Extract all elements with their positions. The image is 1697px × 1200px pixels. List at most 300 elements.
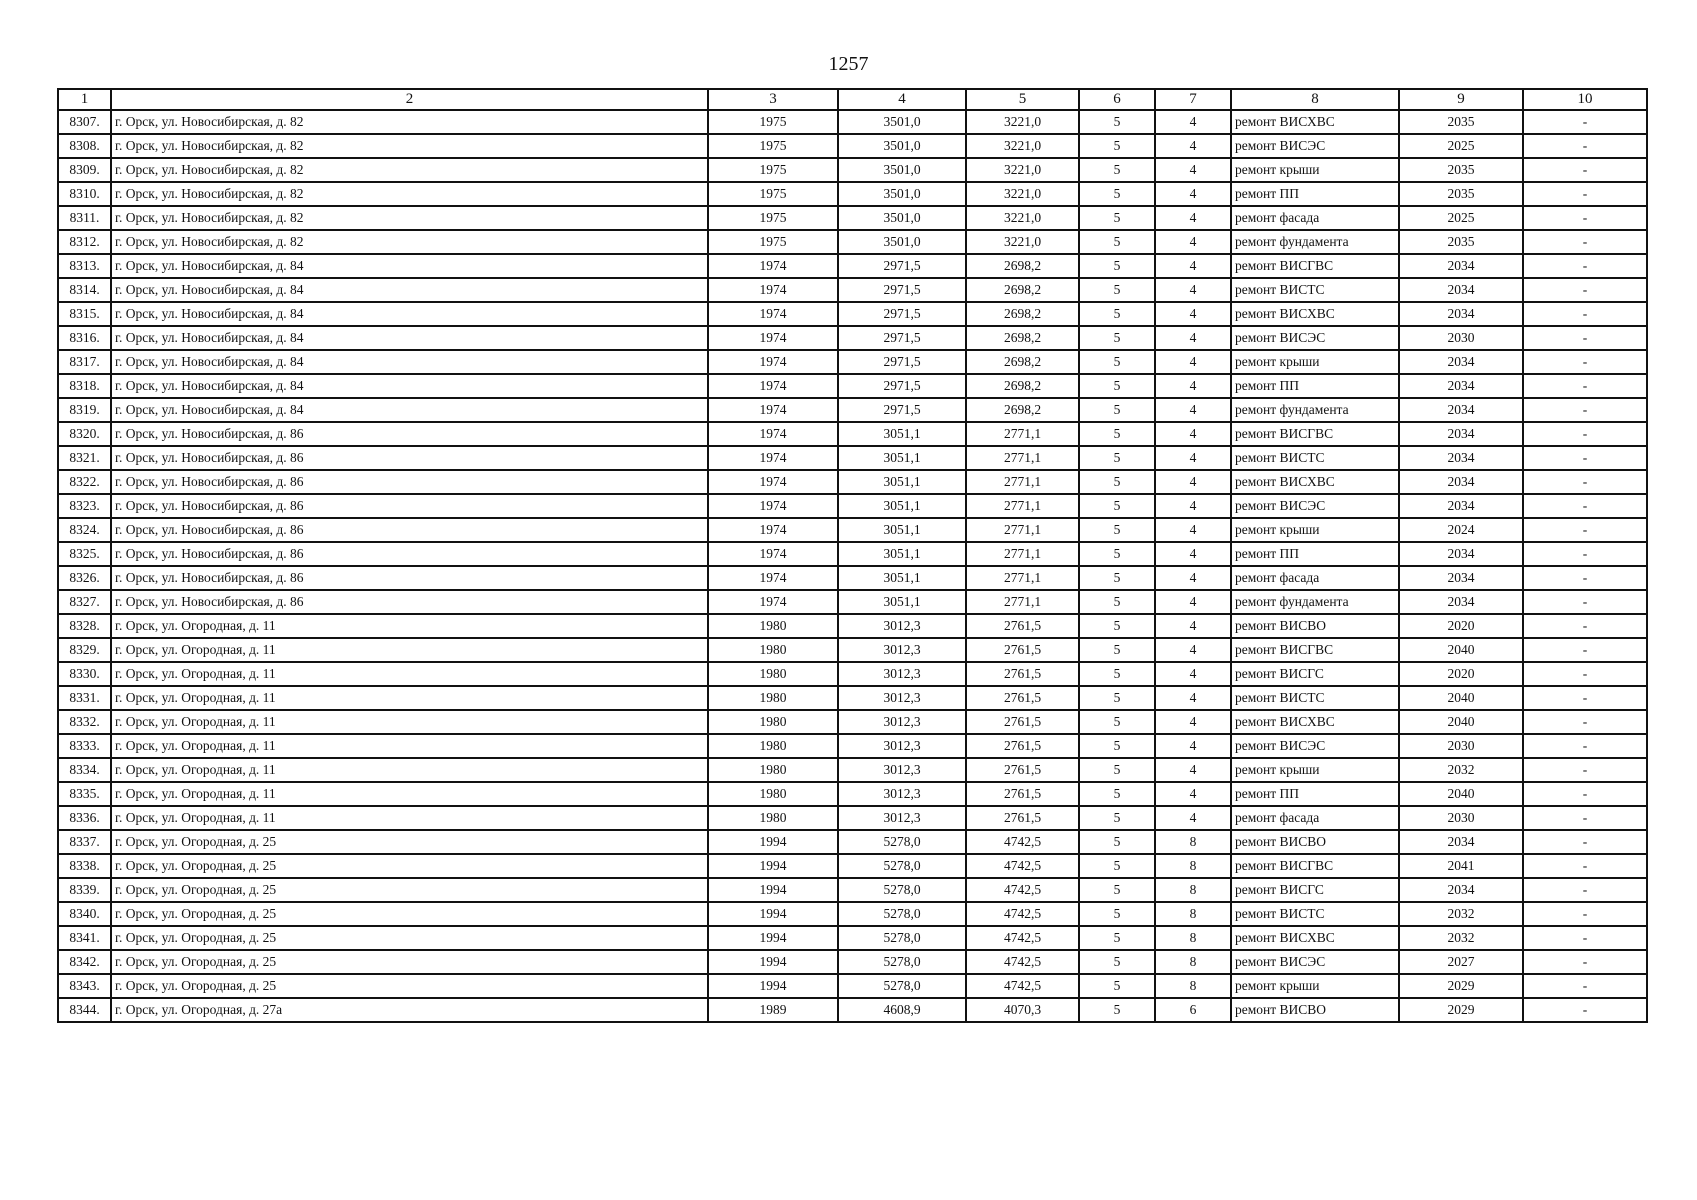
planned-year-cell: 2034 [1399, 398, 1523, 422]
floors-cell: 5 [1079, 350, 1155, 374]
row-number-cell: 8330. [58, 662, 111, 686]
year-built-cell: 1975 [708, 110, 838, 134]
living-area-cell: 2771,1 [966, 446, 1079, 470]
entrances-cell: 4 [1155, 806, 1231, 830]
entrances-cell: 8 [1155, 902, 1231, 926]
row-number-cell: 8318. [58, 374, 111, 398]
total-area-cell: 3051,1 [838, 470, 966, 494]
living-area-cell: 2698,2 [966, 350, 1079, 374]
living-area-cell: 2771,1 [966, 566, 1079, 590]
living-area-cell: 4742,5 [966, 974, 1079, 998]
work-type-cell: ремонт фундамента [1231, 590, 1399, 614]
row-number-cell: 8333. [58, 734, 111, 758]
table-row [58, 110, 1647, 134]
living-area-cell: 2761,5 [966, 614, 1079, 638]
table-row [58, 854, 1647, 878]
note-cell: - [1523, 638, 1647, 662]
year-built-cell: 1974 [708, 446, 838, 470]
column-header-1: 1 [58, 89, 111, 110]
entrances-cell: 4 [1155, 590, 1231, 614]
total-area-cell: 3012,3 [838, 686, 966, 710]
total-area-cell: 5278,0 [838, 974, 966, 998]
work-type-cell: ремонт крыши [1231, 974, 1399, 998]
planned-year-cell: 2029 [1399, 974, 1523, 998]
entrances-cell: 4 [1155, 518, 1231, 542]
planned-year-cell: 2034 [1399, 278, 1523, 302]
work-type-cell: ремонт ВИСХВС [1231, 710, 1399, 734]
work-type-cell: ремонт ПП [1231, 542, 1399, 566]
table-row [58, 878, 1647, 902]
work-type-cell: ремонт ВИСГВС [1231, 854, 1399, 878]
entrances-cell: 4 [1155, 446, 1231, 470]
floors-cell: 5 [1079, 206, 1155, 230]
entrances-cell: 4 [1155, 710, 1231, 734]
planned-year-cell: 2030 [1399, 734, 1523, 758]
table-row [58, 494, 1647, 518]
entrances-cell: 4 [1155, 398, 1231, 422]
year-built-cell: 1994 [708, 878, 838, 902]
planned-year-cell: 2040 [1399, 710, 1523, 734]
row-number-cell: 8335. [58, 782, 111, 806]
living-area-cell: 2761,5 [966, 806, 1079, 830]
planned-year-cell: 2032 [1399, 902, 1523, 926]
note-cell: - [1523, 974, 1647, 998]
floors-cell: 5 [1079, 158, 1155, 182]
floors-cell: 5 [1079, 638, 1155, 662]
planned-year-cell: 2035 [1399, 110, 1523, 134]
year-built-cell: 1994 [708, 830, 838, 854]
note-cell: - [1523, 710, 1647, 734]
note-cell: - [1523, 398, 1647, 422]
floors-cell: 5 [1079, 902, 1155, 926]
entrances-cell: 4 [1155, 302, 1231, 326]
address-cell: г. Орск, ул. Новосибирская, д. 86 [111, 422, 708, 446]
row-number-cell: 8322. [58, 470, 111, 494]
planned-year-cell: 2034 [1399, 566, 1523, 590]
living-area-cell: 4742,5 [966, 854, 1079, 878]
note-cell: - [1523, 878, 1647, 902]
column-header-3: 3 [708, 89, 838, 110]
entrances-cell: 4 [1155, 494, 1231, 518]
total-area-cell: 3501,0 [838, 134, 966, 158]
row-number-cell: 8326. [58, 566, 111, 590]
row-number-cell: 8340. [58, 902, 111, 926]
work-type-cell: ремонт ВИСХВС [1231, 470, 1399, 494]
table-row [58, 638, 1647, 662]
entrances-cell: 8 [1155, 854, 1231, 878]
floors-cell: 5 [1079, 710, 1155, 734]
row-number-cell: 8313. [58, 254, 111, 278]
work-type-cell: ремонт ВИСХВС [1231, 926, 1399, 950]
note-cell: - [1523, 902, 1647, 926]
work-type-cell: ремонт ВИСТС [1231, 278, 1399, 302]
row-number-cell: 8342. [58, 950, 111, 974]
column-header-10: 10 [1523, 89, 1647, 110]
work-type-cell: ремонт ВИСГВС [1231, 254, 1399, 278]
table-row [58, 374, 1647, 398]
total-area-cell: 3051,1 [838, 494, 966, 518]
year-built-cell: 1980 [708, 638, 838, 662]
living-area-cell: 3221,0 [966, 134, 1079, 158]
floors-cell: 5 [1079, 134, 1155, 158]
table-row [58, 134, 1647, 158]
planned-year-cell: 2034 [1399, 254, 1523, 278]
total-area-cell: 3012,3 [838, 734, 966, 758]
entrances-cell: 4 [1155, 278, 1231, 302]
floors-cell: 5 [1079, 302, 1155, 326]
table-row [58, 902, 1647, 926]
note-cell: - [1523, 470, 1647, 494]
note-cell: - [1523, 134, 1647, 158]
table-body [58, 110, 1647, 1022]
work-type-cell: ремонт ВИСТС [1231, 686, 1399, 710]
floors-cell: 5 [1079, 542, 1155, 566]
planned-year-cell: 2032 [1399, 926, 1523, 950]
total-area-cell: 5278,0 [838, 854, 966, 878]
note-cell: - [1523, 158, 1647, 182]
row-number-cell: 8343. [58, 974, 111, 998]
floors-cell: 5 [1079, 230, 1155, 254]
planned-year-cell: 2034 [1399, 350, 1523, 374]
address-cell: г. Орск, ул. Новосибирская, д. 86 [111, 566, 708, 590]
total-area-cell: 3012,3 [838, 614, 966, 638]
entrances-cell: 4 [1155, 206, 1231, 230]
address-cell: г. Орск, ул. Огородная, д. 11 [111, 758, 708, 782]
planned-year-cell: 2034 [1399, 590, 1523, 614]
entrances-cell: 4 [1155, 566, 1231, 590]
floors-cell: 5 [1079, 470, 1155, 494]
table-row [58, 806, 1647, 830]
living-area-cell: 2761,5 [966, 662, 1079, 686]
year-built-cell: 1974 [708, 494, 838, 518]
note-cell: - [1523, 566, 1647, 590]
year-built-cell: 1974 [708, 278, 838, 302]
table-row [58, 614, 1647, 638]
entrances-cell: 4 [1155, 374, 1231, 398]
floors-cell: 5 [1079, 782, 1155, 806]
living-area-cell: 2761,5 [966, 710, 1079, 734]
table-row [58, 686, 1647, 710]
planned-year-cell: 2030 [1399, 326, 1523, 350]
table-row [58, 470, 1647, 494]
entrances-cell: 4 [1155, 758, 1231, 782]
floors-cell: 5 [1079, 926, 1155, 950]
planned-year-cell: 2035 [1399, 230, 1523, 254]
row-number-cell: 8314. [58, 278, 111, 302]
year-built-cell: 1994 [708, 902, 838, 926]
entrances-cell: 4 [1155, 686, 1231, 710]
table-row [58, 350, 1647, 374]
address-cell: г. Орск, ул. Новосибирская, д. 82 [111, 110, 708, 134]
address-cell: г. Орск, ул. Огородная, д. 25 [111, 830, 708, 854]
year-built-cell: 1974 [708, 566, 838, 590]
note-cell: - [1523, 782, 1647, 806]
row-number-cell: 8338. [58, 854, 111, 878]
total-area-cell: 3051,1 [838, 446, 966, 470]
table-row [58, 206, 1647, 230]
row-number-cell: 8317. [58, 350, 111, 374]
living-area-cell: 4742,5 [966, 830, 1079, 854]
total-area-cell: 5278,0 [838, 926, 966, 950]
note-cell: - [1523, 734, 1647, 758]
row-number-cell: 8316. [58, 326, 111, 350]
living-area-cell: 3221,0 [966, 206, 1079, 230]
address-cell: г. Орск, ул. Огородная, д. 25 [111, 854, 708, 878]
living-area-cell: 4742,5 [966, 926, 1079, 950]
entrances-cell: 4 [1155, 734, 1231, 758]
work-type-cell: ремонт ВИСХВС [1231, 302, 1399, 326]
total-area-cell: 2971,5 [838, 326, 966, 350]
table-row [58, 566, 1647, 590]
living-area-cell: 2771,1 [966, 518, 1079, 542]
entrances-cell: 4 [1155, 158, 1231, 182]
work-type-cell: ремонт ВИСЭС [1231, 950, 1399, 974]
work-type-cell: ремонт фасада [1231, 806, 1399, 830]
address-cell: г. Орск, ул. Огородная, д. 11 [111, 806, 708, 830]
entrances-cell: 8 [1155, 974, 1231, 998]
planned-year-cell: 2034 [1399, 422, 1523, 446]
address-cell: г. Орск, ул. Новосибирская, д. 84 [111, 278, 708, 302]
work-type-cell: ремонт ВИСХВС [1231, 110, 1399, 134]
address-cell: г. Орск, ул. Огородная, д. 25 [111, 950, 708, 974]
year-built-cell: 1974 [708, 518, 838, 542]
floors-cell: 5 [1079, 806, 1155, 830]
floors-cell: 5 [1079, 950, 1155, 974]
planned-year-cell: 2029 [1399, 998, 1523, 1022]
row-number-cell: 8336. [58, 806, 111, 830]
table-row [58, 182, 1647, 206]
column-header-4: 4 [838, 89, 966, 110]
living-area-cell: 2771,1 [966, 590, 1079, 614]
address-cell: г. Орск, ул. Новосибирская, д. 86 [111, 494, 708, 518]
row-number-cell: 8310. [58, 182, 111, 206]
row-number-cell: 8332. [58, 710, 111, 734]
note-cell: - [1523, 110, 1647, 134]
address-cell: г. Орск, ул. Новосибирская, д. 82 [111, 230, 708, 254]
work-type-cell: ремонт крыши [1231, 518, 1399, 542]
entrances-cell: 6 [1155, 998, 1231, 1022]
planned-year-cell: 2034 [1399, 494, 1523, 518]
table-row [58, 518, 1647, 542]
address-cell: г. Орск, ул. Новосибирская, д. 84 [111, 374, 708, 398]
total-area-cell: 2971,5 [838, 254, 966, 278]
address-cell: г. Орск, ул. Новосибирская, д. 86 [111, 470, 708, 494]
table-row [58, 326, 1647, 350]
note-cell: - [1523, 326, 1647, 350]
floors-cell: 5 [1079, 998, 1155, 1022]
table-row [58, 302, 1647, 326]
table-row [58, 830, 1647, 854]
total-area-cell: 4608,9 [838, 998, 966, 1022]
total-area-cell: 3501,0 [838, 158, 966, 182]
work-type-cell: ремонт фундамента [1231, 398, 1399, 422]
address-cell: г. Орск, ул. Новосибирская, д. 82 [111, 182, 708, 206]
note-cell: - [1523, 494, 1647, 518]
address-cell: г. Орск, ул. Огородная, д. 11 [111, 686, 708, 710]
entrances-cell: 4 [1155, 110, 1231, 134]
planned-year-cell: 2025 [1399, 134, 1523, 158]
total-area-cell: 3501,0 [838, 230, 966, 254]
total-area-cell: 3501,0 [838, 110, 966, 134]
floors-cell: 5 [1079, 494, 1155, 518]
work-type-cell: ремонт ВИСЭС [1231, 734, 1399, 758]
total-area-cell: 5278,0 [838, 878, 966, 902]
address-cell: г. Орск, ул. Новосибирская, д. 84 [111, 254, 708, 278]
note-cell: - [1523, 758, 1647, 782]
note-cell: - [1523, 854, 1647, 878]
work-type-cell: ремонт фасада [1231, 566, 1399, 590]
note-cell: - [1523, 182, 1647, 206]
address-cell: г. Орск, ул. Огородная, д. 11 [111, 782, 708, 806]
entrances-cell: 8 [1155, 878, 1231, 902]
address-cell: г. Орск, ул. Новосибирская, д. 84 [111, 326, 708, 350]
total-area-cell: 3012,3 [838, 638, 966, 662]
address-cell: г. Орск, ул. Новосибирская, д. 86 [111, 518, 708, 542]
total-area-cell: 3012,3 [838, 806, 966, 830]
year-built-cell: 1974 [708, 254, 838, 278]
note-cell: - [1523, 230, 1647, 254]
row-number-cell: 8344. [58, 998, 111, 1022]
floors-cell: 5 [1079, 974, 1155, 998]
entrances-cell: 4 [1155, 350, 1231, 374]
row-number-cell: 8323. [58, 494, 111, 518]
column-header-9: 9 [1399, 89, 1523, 110]
year-built-cell: 1974 [708, 470, 838, 494]
total-area-cell: 3051,1 [838, 422, 966, 446]
total-area-cell: 3012,3 [838, 710, 966, 734]
note-cell: - [1523, 806, 1647, 830]
planned-year-cell: 2034 [1399, 878, 1523, 902]
entrances-cell: 8 [1155, 926, 1231, 950]
living-area-cell: 2698,2 [966, 374, 1079, 398]
planned-year-cell: 2035 [1399, 182, 1523, 206]
note-cell: - [1523, 590, 1647, 614]
note-cell: - [1523, 950, 1647, 974]
floors-cell: 5 [1079, 326, 1155, 350]
floors-cell: 5 [1079, 254, 1155, 278]
total-area-cell: 5278,0 [838, 830, 966, 854]
total-area-cell: 2971,5 [838, 350, 966, 374]
note-cell: - [1523, 302, 1647, 326]
table-row [58, 590, 1647, 614]
address-cell: г. Орск, ул. Огородная, д. 11 [111, 734, 708, 758]
note-cell: - [1523, 278, 1647, 302]
table-row [58, 278, 1647, 302]
living-area-cell: 4070,3 [966, 998, 1079, 1022]
entrances-cell: 4 [1155, 638, 1231, 662]
work-type-cell: ремонт ВИСЭС [1231, 134, 1399, 158]
row-number-cell: 8308. [58, 134, 111, 158]
total-area-cell: 3012,3 [838, 758, 966, 782]
work-type-cell: ремонт ВИСЭС [1231, 326, 1399, 350]
note-cell: - [1523, 254, 1647, 278]
note-cell: - [1523, 206, 1647, 230]
address-cell: г. Орск, ул. Огородная, д. 27а [111, 998, 708, 1022]
table-row [58, 254, 1647, 278]
planned-year-cell: 2035 [1399, 158, 1523, 182]
year-built-cell: 1974 [708, 326, 838, 350]
living-area-cell: 2761,5 [966, 758, 1079, 782]
address-cell: г. Орск, ул. Огородная, д. 25 [111, 878, 708, 902]
table-row [58, 662, 1647, 686]
total-area-cell: 3051,1 [838, 590, 966, 614]
planned-year-cell: 2030 [1399, 806, 1523, 830]
row-number-cell: 8321. [58, 446, 111, 470]
floors-cell: 5 [1079, 446, 1155, 470]
living-area-cell: 2771,1 [966, 494, 1079, 518]
living-area-cell: 2698,2 [966, 254, 1079, 278]
planned-year-cell: 2034 [1399, 446, 1523, 470]
living-area-cell: 3221,0 [966, 230, 1079, 254]
address-cell: г. Орск, ул. Новосибирская, д. 86 [111, 446, 708, 470]
row-number-cell: 8341. [58, 926, 111, 950]
row-number-cell: 8311. [58, 206, 111, 230]
living-area-cell: 2761,5 [966, 686, 1079, 710]
year-built-cell: 1994 [708, 854, 838, 878]
entrances-cell: 8 [1155, 950, 1231, 974]
address-cell: г. Орск, ул. Огородная, д. 25 [111, 926, 708, 950]
floors-cell: 5 [1079, 398, 1155, 422]
row-number-cell: 8328. [58, 614, 111, 638]
total-area-cell: 3012,3 [838, 662, 966, 686]
year-built-cell: 1980 [708, 710, 838, 734]
floors-cell: 5 [1079, 758, 1155, 782]
year-built-cell: 1980 [708, 686, 838, 710]
year-built-cell: 1975 [708, 182, 838, 206]
living-area-cell: 2698,2 [966, 326, 1079, 350]
planned-year-cell: 2040 [1399, 638, 1523, 662]
entrances-cell: 4 [1155, 662, 1231, 686]
planned-year-cell: 2034 [1399, 830, 1523, 854]
living-area-cell: 2771,1 [966, 422, 1079, 446]
total-area-cell: 3501,0 [838, 206, 966, 230]
address-cell: г. Орск, ул. Новосибирская, д. 86 [111, 590, 708, 614]
year-built-cell: 1974 [708, 590, 838, 614]
living-area-cell: 2771,1 [966, 470, 1079, 494]
address-cell: г. Орск, ул. Огородная, д. 11 [111, 638, 708, 662]
table-row [58, 158, 1647, 182]
floors-cell: 5 [1079, 854, 1155, 878]
living-area-cell: 3221,0 [966, 158, 1079, 182]
row-number-cell: 8334. [58, 758, 111, 782]
year-built-cell: 1980 [708, 734, 838, 758]
row-number-cell: 8319. [58, 398, 111, 422]
planned-year-cell: 2034 [1399, 302, 1523, 326]
planned-year-cell: 2027 [1399, 950, 1523, 974]
table-row [58, 950, 1647, 974]
planned-year-cell: 2040 [1399, 782, 1523, 806]
year-built-cell: 1974 [708, 374, 838, 398]
address-cell: г. Орск, ул. Огородная, д. 11 [111, 662, 708, 686]
floors-cell: 5 [1079, 662, 1155, 686]
work-type-cell: ремонт крыши [1231, 350, 1399, 374]
total-area-cell: 5278,0 [838, 950, 966, 974]
year-built-cell: 1975 [708, 158, 838, 182]
year-built-cell: 1980 [708, 662, 838, 686]
table-row [58, 398, 1647, 422]
total-area-cell: 3051,1 [838, 566, 966, 590]
entrances-cell: 4 [1155, 614, 1231, 638]
row-number-cell: 8329. [58, 638, 111, 662]
table-row [58, 782, 1647, 806]
work-type-cell: ремонт ВИСГС [1231, 662, 1399, 686]
note-cell: - [1523, 542, 1647, 566]
planned-year-cell: 2020 [1399, 662, 1523, 686]
total-area-cell: 3012,3 [838, 782, 966, 806]
planned-year-cell: 2041 [1399, 854, 1523, 878]
row-number-cell: 8339. [58, 878, 111, 902]
work-type-cell: ремонт ВИСВО [1231, 830, 1399, 854]
